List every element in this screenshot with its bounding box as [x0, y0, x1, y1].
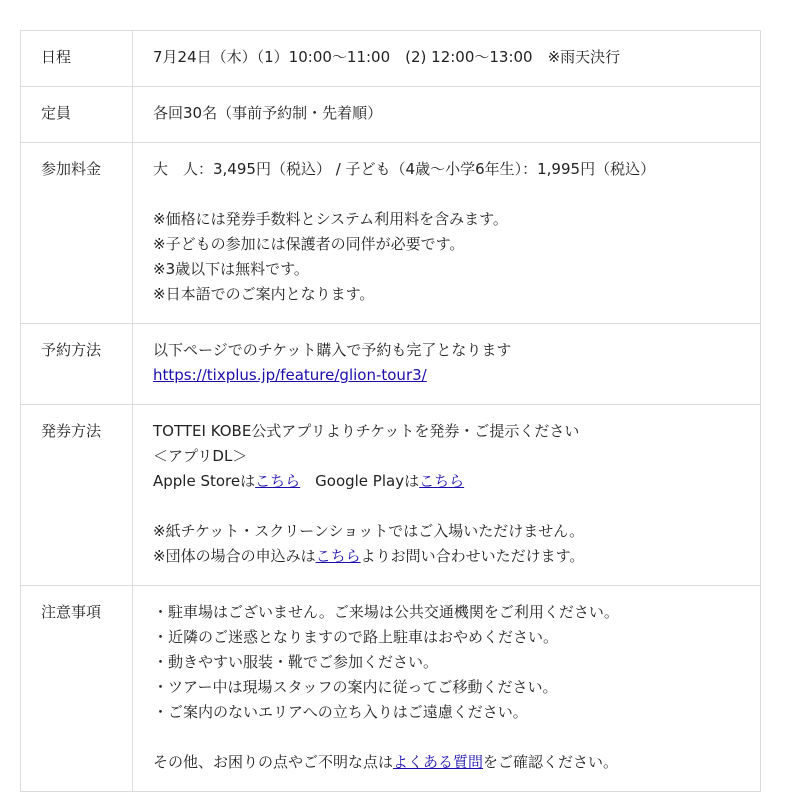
row-label-ticketing: 発券方法	[21, 405, 133, 586]
table-row-reservation	[21, 324, 761, 405]
table-row-fee	[21, 143, 761, 324]
fee-note: ※価格には発券手数料とシステム利用料を含みます。	[153, 210, 508, 228]
fee-note: ※日本語でのご案内となります。	[153, 285, 375, 303]
ticketing-note: ※紙チケット・スクリーンショットではご入場いただけません。	[153, 522, 585, 540]
spacer	[153, 725, 740, 750]
group-inquiry-link[interactable]: こちら	[315, 547, 361, 565]
google-play-link[interactable]: こちら	[419, 472, 465, 490]
ticketing-text: TOTTEI KOBE公式アプリよりチケットを発券・ご提示ください	[153, 422, 580, 440]
ticket-page-link[interactable]: https://tixplus.jp/feature/glion-tour3/	[153, 366, 427, 384]
row-label-schedule: 日程	[21, 31, 133, 87]
app-store-line	[153, 469, 740, 494]
faq-suffix: をご確認ください。	[483, 753, 619, 771]
faq-prefix: その他、お困りの点やご不明な点は	[153, 753, 394, 771]
fee-note: ※3歳以下は無料です。	[153, 260, 309, 278]
spacer	[153, 182, 740, 207]
apple-store-link[interactable]: こちら	[255, 472, 301, 490]
table-row-schedule	[21, 31, 761, 87]
google-play-prefix: Google Playは	[300, 472, 420, 490]
reservation-text: 以下ページでのチケット購入で予約も完了となります	[153, 341, 512, 359]
app-dl-heading: ＜アプリDL＞	[153, 447, 248, 465]
row-label-notes: 注意事項	[21, 586, 133, 792]
row-value-capacity	[133, 87, 761, 143]
group-inquiry-line	[153, 544, 740, 569]
schedule-text: 7月24日（木）（1）10:00〜11:00 (2) 12:00〜13:00 ※雨天決行	[153, 48, 621, 66]
group-inquiry-suffix: よりお問い合わせいただけます。	[360, 547, 585, 565]
group-inquiry-prefix: ※団体の場合の申込みは	[153, 547, 316, 565]
row-value-reservation	[133, 324, 761, 405]
list-item: ・動きやすい服装・靴でご参加ください。	[153, 653, 439, 671]
capacity-text: 各回30名（事前予約制・先着順）	[153, 104, 383, 122]
row-value-schedule	[133, 31, 761, 87]
faq-line	[153, 750, 740, 775]
list-item: ・ご案内のないエリアへの立ち入りはご遠慮ください。	[153, 703, 528, 721]
list-item: ・近隣のご迷惑となりますので路上駐車はおやめください。	[153, 628, 559, 646]
reservation-line	[153, 363, 740, 388]
spacer	[153, 494, 740, 519]
table-row-notes	[21, 586, 761, 792]
row-value-ticketing	[133, 405, 761, 586]
list-item: ・ツアー中は現場スタッフの案内に従ってご移動ください。	[153, 678, 558, 696]
faq-link[interactable]: よくある質問	[393, 753, 484, 771]
row-label-capacity: 定員	[21, 87, 133, 143]
table-row-capacity	[21, 87, 761, 143]
price-text: 大 人：3,495円（税込） / 子ども（4歳〜小学6年生）：1,995円（税込）	[153, 160, 656, 178]
list-item: ・駐車場はございません。ご来場は公共交通機関をご利用ください。	[153, 603, 619, 621]
fee-note: ※子どもの参加には保護者の同伴が必要です。	[153, 235, 465, 253]
row-label-fee: 参加料金	[21, 143, 133, 324]
row-label-reservation: 予約方法	[21, 324, 133, 405]
apple-store-prefix: Apple Storeは	[153, 472, 256, 490]
row-value-notes	[133, 586, 761, 792]
event-info-table	[20, 30, 761, 792]
row-value-fee	[133, 143, 761, 324]
table-row-ticketing	[21, 405, 761, 586]
